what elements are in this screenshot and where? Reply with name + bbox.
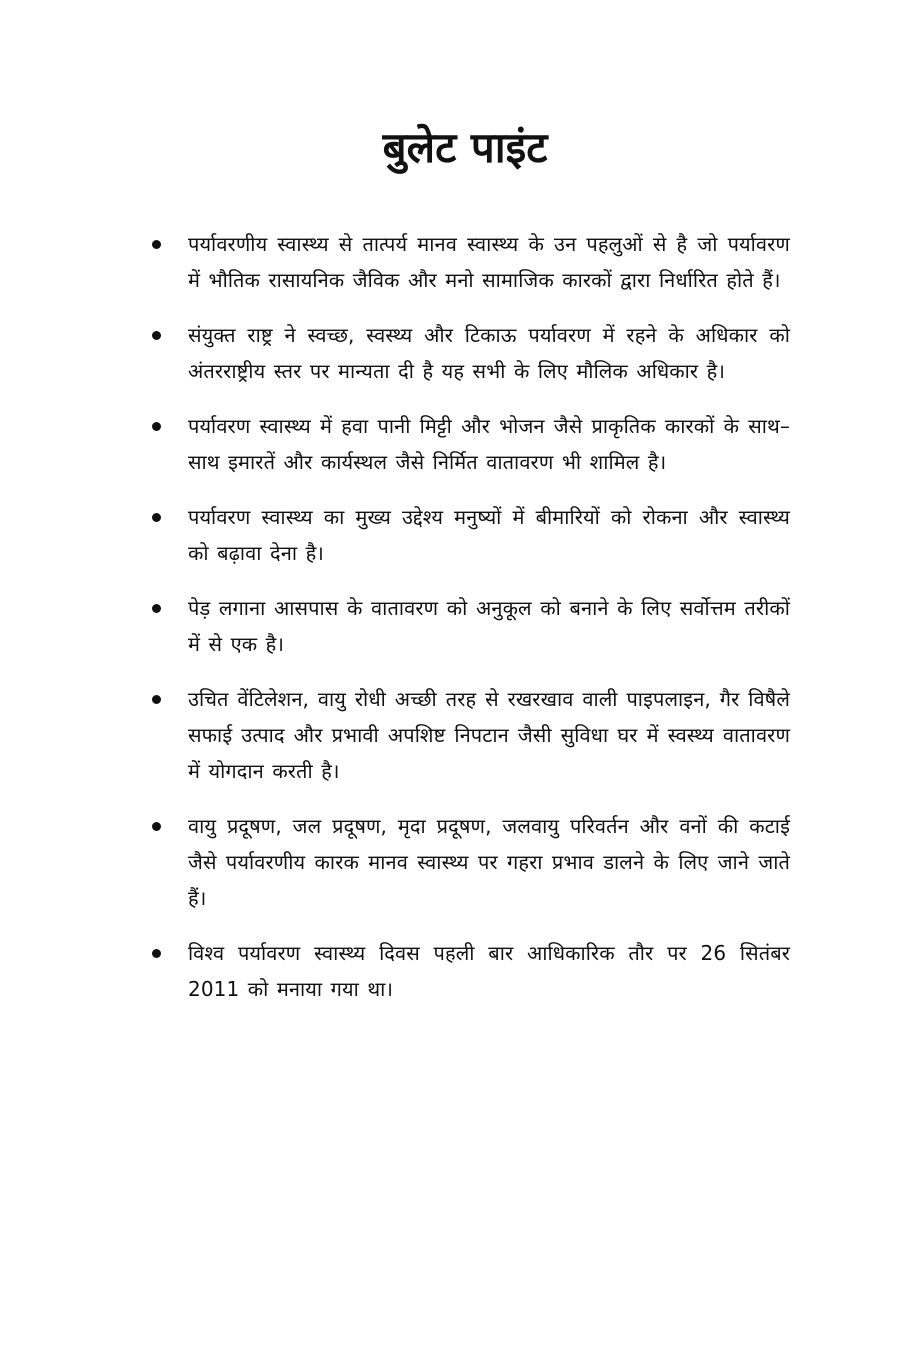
bullet-text: पेड़ लगाना आसपास के वातावरण को अनुकूल को बनाने के लिए सर्वोत्तम तरीकों में से एक है। xyxy=(188,596,790,656)
bullet-text: संयुक्त राष्ट्र ने स्वच्छ, स्वस्थ्य और टिकाऊ पर्यावरण में रहने के अधिकार को अंतरराष्ट्रीय स्तर पर मान्यता दी है यह सभी के लिए मौलिक अधिकार है। xyxy=(188,323,790,383)
bullet-dot-icon xyxy=(150,808,188,844)
bullet-dot-icon xyxy=(150,408,188,444)
bullet-text: पर्यावरणीय स्वास्थ्य से तात्पर्य मानव स्वास्थ्य के उन पहलुओं से है जो पर्यावरण में भौतिक रासायनिक जैविक और मनो सामाजिक कारकों द्वारा निर्धारित होते हैं। xyxy=(188,232,790,292)
page-title: बुलेट पाइंट xyxy=(382,123,548,172)
bullet-item xyxy=(150,317,790,389)
bullet-dot-icon xyxy=(150,317,188,353)
bullet-item xyxy=(150,408,790,480)
bullet-dot-icon xyxy=(150,590,188,626)
bullet-item xyxy=(150,226,790,298)
bullet-dot-icon xyxy=(150,935,188,971)
bullet-list xyxy=(150,226,790,1026)
bullet-text: उचित वेंटिलेशन, वायु रोधी अच्छी तरह से रखरखाव वाली पाइपलाइन, गैर विषैले सफाई उत्पाद और प्रभावी अपशिष्ट निपटान जैसी सुविधा घर में स्वस्थ्य वातावरण में योगदान करती है। xyxy=(188,687,791,783)
bullet-text: पर्यावरण स्वास्थ्य का मुख्य उद्देश्य मनुष्यों में बीमारियों को रोकना और स्वास्थ्य को बढ़ावा देना है। xyxy=(188,505,790,565)
bullet-item xyxy=(150,681,790,789)
bullet-dot-icon xyxy=(150,681,188,717)
bullet-item xyxy=(150,935,790,1007)
bullet-item xyxy=(150,499,790,571)
bullet-item xyxy=(150,808,790,916)
bullet-dot-icon xyxy=(150,499,188,535)
bullet-dot-icon xyxy=(150,226,188,262)
bullet-text: पर्यावरण स्वास्थ्य में हवा पानी मिट्टी और भोजन जैसे प्राकृतिक कारकों के साथ–साथ इमारतें और कार्यस्थल जैसे निर्मित वातावरण भी शामिल है। xyxy=(188,414,790,474)
bullet-item xyxy=(150,590,790,662)
bullet-text: विश्व पर्यावरण स्वास्थ्य दिवस पहली बार आधिकारिक तौर पर 26 सितंबर 2011 को मनाया गया था। xyxy=(188,941,790,1001)
bullet-text: वायु प्रदूषण, जल प्रदूषण, मृदा प्रदूषण, जलवायु परिवर्तन और वनों की कटाई जैसे पर्यावरणीय कारक मानव स्वास्थ्य पर गहरा प्रभाव डालने के लिए जाने जाते हैं। xyxy=(188,814,790,910)
